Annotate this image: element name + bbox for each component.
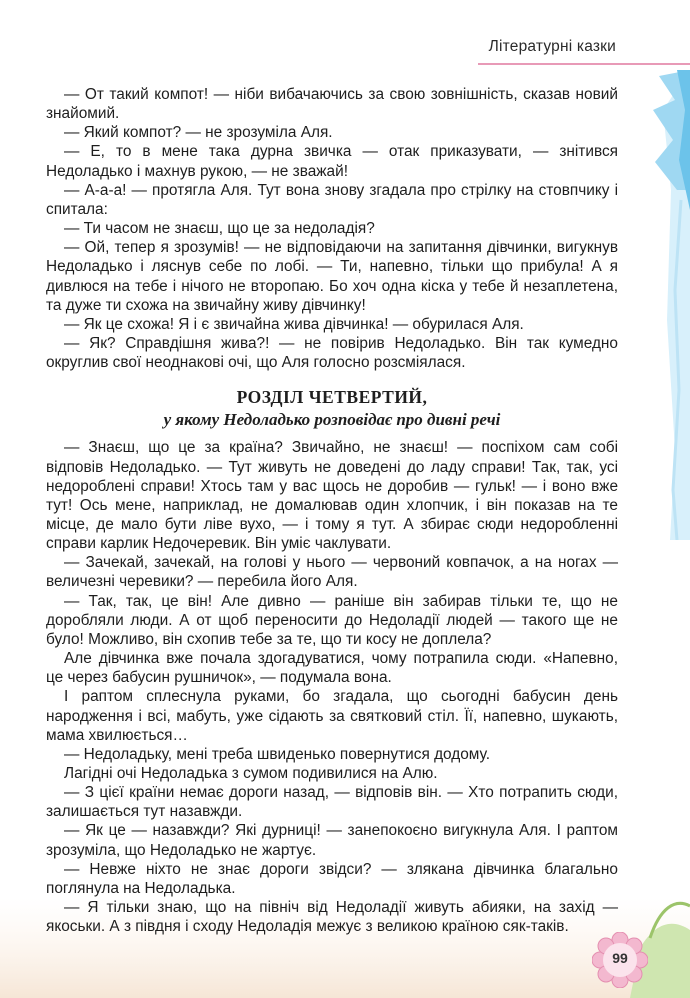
paragraph: — От такий компот! — ніби вибачаючись за свою зовнішність, сказав новий знайомий. [46, 86, 618, 123]
paragraph: — З цієї країни немає дороги назад, — відповів він. — Хто потрапить сюди, залишається тут назавжди. [46, 784, 618, 821]
paragraph: — Як? Справдішня жива?! — не повірив Недоладько. Він так кумедно округлив свої неоднакові очі, що Аля голосно розсміялася. [46, 335, 618, 372]
chapter-title: РОЗДІЛ ЧЕТВЕРТИЙ, [236, 387, 428, 408]
chapter-heading [46, 386, 618, 432]
paragraph: — Як це — назавжди? Які дурниці! — занепокоєно вигукнула Аля. І раптом зрозуміла, що Недоладько не жартує. [46, 822, 618, 859]
paragraph: — Ти часом не знаєш, що це за недоладія? [64, 220, 375, 238]
story-text [46, 85, 618, 936]
header-rule [478, 63, 690, 65]
running-header [0, 30, 690, 74]
paragraph: — Зачекай, зачекай, на голові у нього — червоний ковпачок, а на ногах — величезні черевики? — перебила його Аля. [46, 554, 618, 591]
paragraph: — Як це схожа! Я і є звичайна жива дівчинка! — обурилася Аля. [64, 315, 524, 333]
chapter-subtitle: у якому Недоладько розповідає про дивні речі [163, 410, 501, 430]
paragraph: — Знаєш, що це за країна? Звичайно, не знаєш! — поспіхом сам собі відповів Недоладько. — Тут живуть не доведені до ладу справи! Так, так, усі недороблені справи! Хтось там у вас щось не доробив — гульк! — і воно вже тут! Ось мене, наприклад, не домалював один хлопчик, і він показав на те місце, де мало бути ліве вухо, — і тому я тут. А збирає сюди недоробленні справи карлик Недочеревик. Він уміє чаклувати. [46, 439, 618, 553]
section-title: Літературні казки [488, 38, 616, 55]
paragraph: Але дівчинка вже почала здогадуватися, чому потрапила сюди. «Напевно, це через бабусин рушничок», — подумала вона. [46, 650, 618, 687]
paragraph: — Е, то в мене така дурна звичка — отак приказувати, — знітився Недоладько і махнув рукою, — не зважай! [46, 143, 618, 180]
paragraph: — Ой, тепер я зрозумів! — не відповідаючи на запитання дівчинки, вигукнув Недоладько і ляснув себе по лобі. — Ти, напевно, тільки що прибула! А я дивлюся на тебе і нічого не второпаю. Бо хоч одна кіска у тебе й незаплетена, та дуже ти схожа на звичайну живу дівчинку! [46, 239, 618, 314]
paragraph: — Який компот? — не зрозуміла Аля. [64, 124, 333, 142]
page-number: 99 [612, 950, 628, 966]
paragraph: І раптом сплеснула руками, бо згадала, що сьогодні бабусин день народження і всі, мабуть, уже сідають за святковий стіл. Її, напевно, шукають, мама хвилюється… [46, 688, 618, 744]
paragraphs-after [46, 438, 618, 936]
paragraph: — Я тільки знаю, що на північ від Недоладії живуть абияки, на захід — якоськи. А з півдня і сходу Недоладія межує з великою країною сяк-таків. [46, 899, 618, 936]
paragraph: — А-а-а! — протягла Аля. Тут вона знову згадала про стрілку на стовпчику і спитала: [46, 181, 618, 218]
ribbon-decoration [615, 70, 690, 540]
paragraph: — Недоладьку, мені треба швиденько повернутися додому. [64, 745, 490, 763]
paragraph: Лагідні очі Недоладька з сумом подивилися на Алю. [64, 765, 438, 782]
paragraph: — Невже ніхто не знає дороги звідси? — злякана дівчинка благально поглянула на Недоладька. [46, 860, 618, 897]
paragraphs-before [46, 85, 618, 372]
paragraph: — Так, так, це він! Але дивно — раніше він забирав тільки те, що не доробляли люди. А от щоб переносити до Недоладії людей — такого ще не було! Можливо, він схопив тебе за те, що ти косу не доплела? [46, 592, 618, 648]
